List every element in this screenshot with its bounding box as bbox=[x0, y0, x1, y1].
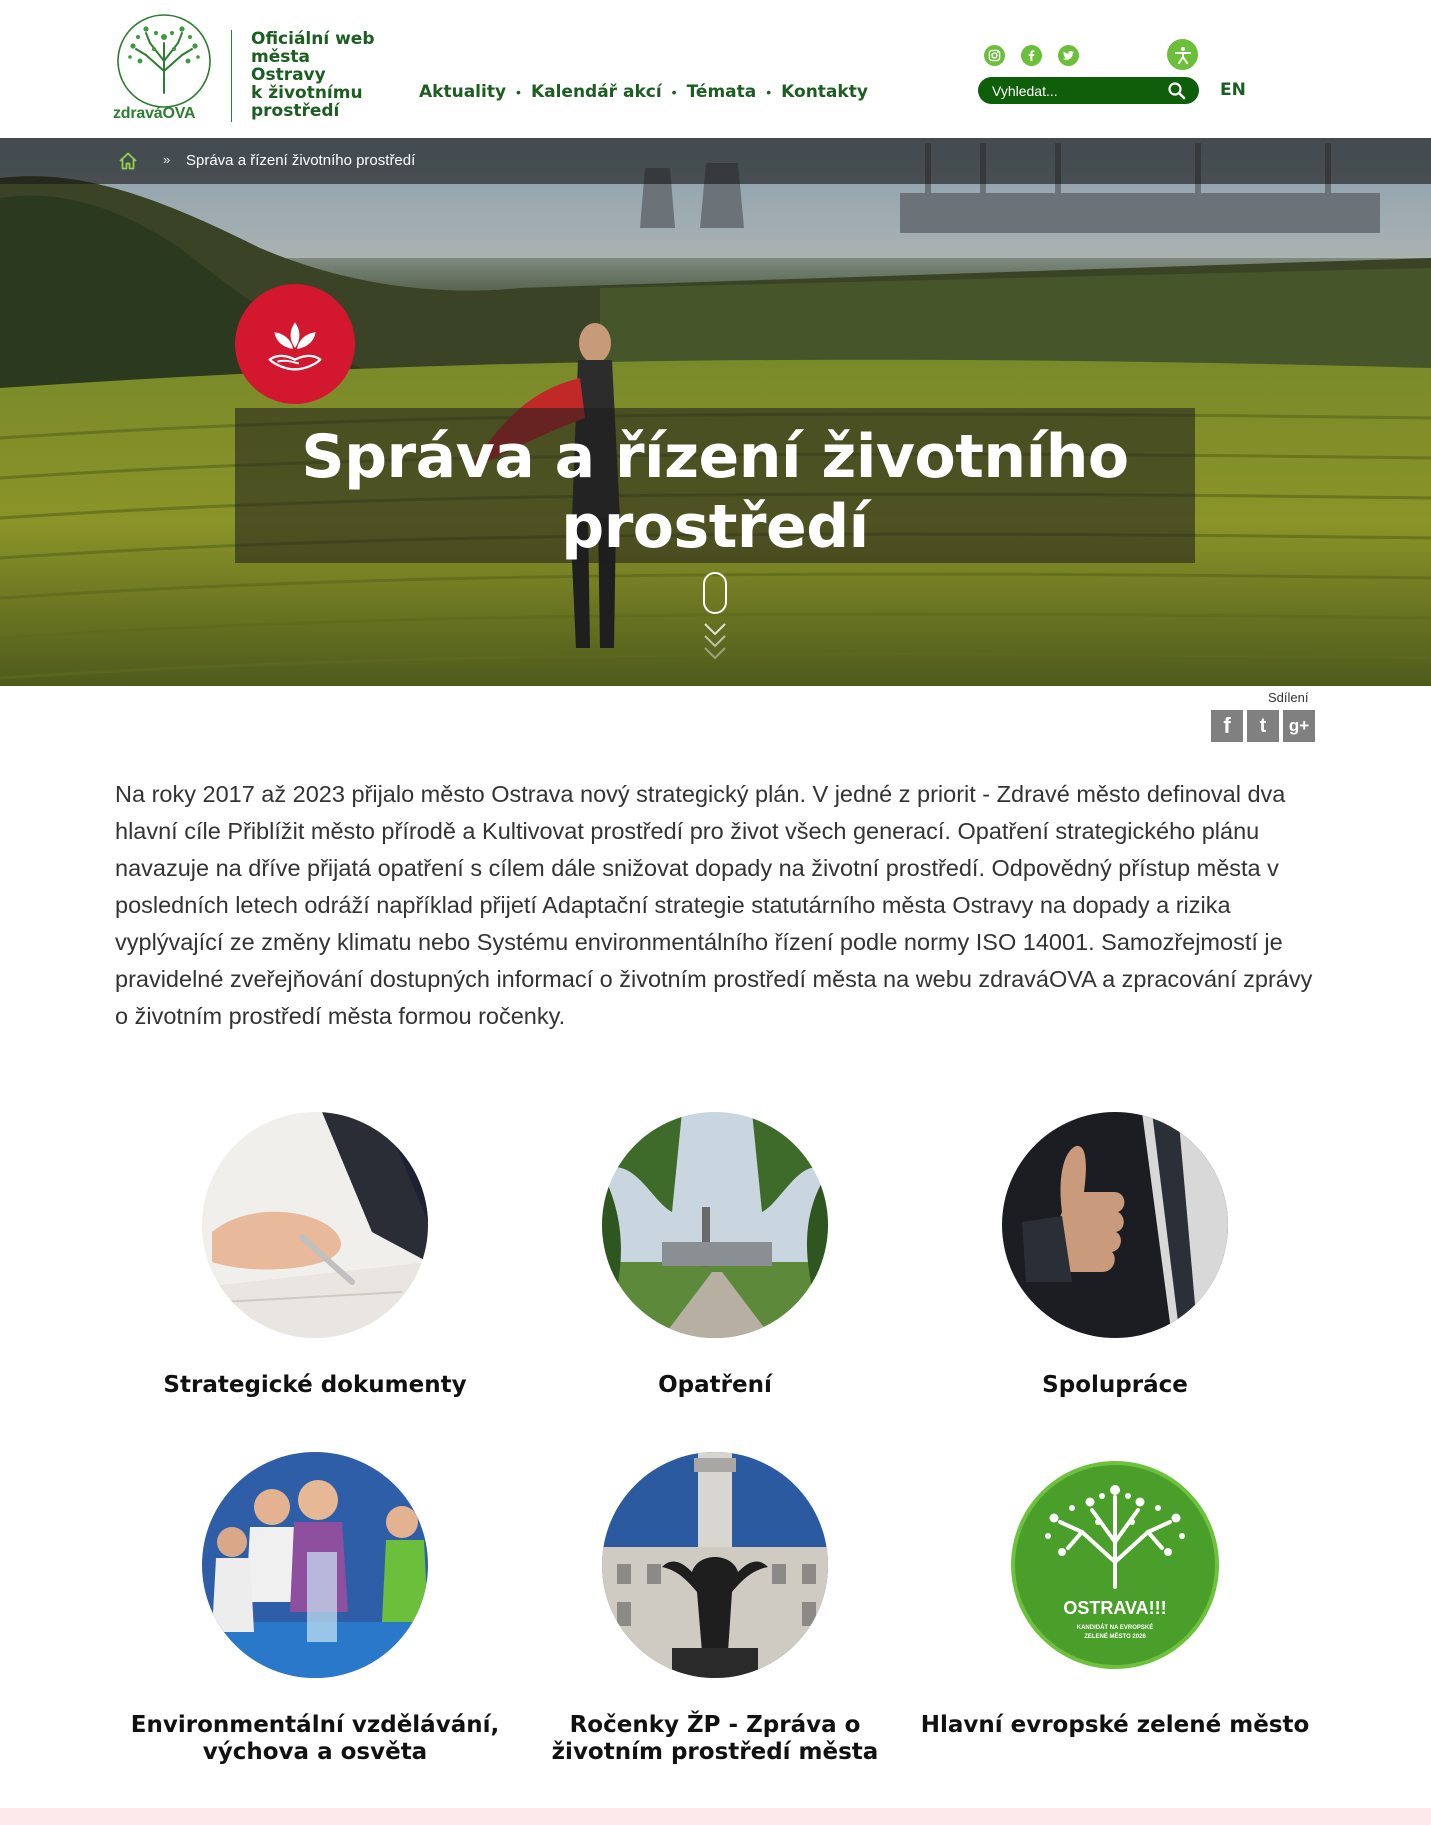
tile-opatreni[interactable] bbox=[515, 1112, 915, 1399]
tile-image-city-through-trees bbox=[602, 1112, 828, 1338]
site-tagline: Oficiální web města Ostravy k životnímu prostředí bbox=[251, 29, 375, 121]
breadcrumb-separator: » bbox=[163, 152, 171, 167]
tile-label: Spolupráce bbox=[1042, 1372, 1188, 1398]
search-input[interactable] bbox=[992, 81, 1162, 100]
nav-separator: • bbox=[766, 84, 772, 100]
page-title: Správa a řízení životního prostředí bbox=[301, 422, 1129, 562]
instagram-icon[interactable] bbox=[984, 45, 1005, 66]
tile-environmentalni-vzdelavani[interactable] bbox=[115, 1452, 515, 1766]
tile-image-thumbs-up bbox=[1002, 1112, 1228, 1338]
tile-image-green-city-badge bbox=[1002, 1452, 1228, 1678]
green-city-badge-sub1: KANDIDÁT NA EVROPSKÉ bbox=[1076, 1625, 1154, 1631]
intro-paragraph: Na roky 2017 až 2023 přijalo město Ostrava nový strategický plán. V jedné z priorit - Zdravé město definoval dva hlavní cíle Přiblížit město přírodě a Kultivovat prostředí pro život všech generací. Opatření strategického plánu navazuje na dříve přijatá opatření s cílem dále snižovat dopady na životní prostředí. Odpovědný přístup města v posledních letech odráží například přijetí Adaptační strategie statutárního města Ostravy na dopady a rizika vyplývající ze změny klimatu nebo Systému environmentálního řízení podle normy ISO 14001. Samozřejmostí je pravidelné zveřejňování dostupných informací o životním prostředí města na webu zdraváOVA a zpracování zprávy o životním prostředí města formou ročenky. bbox=[115, 781, 1313, 1029]
tile-label: Ročenky ŽP - Zpráva o životním prostředí města bbox=[551, 1712, 879, 1765]
tile-rocenky-zp[interactable] bbox=[515, 1452, 915, 1766]
tree-logo-icon bbox=[116, 13, 212, 109]
twitter-icon[interactable] bbox=[1058, 45, 1079, 66]
tile-label: Strategické dokumenty bbox=[163, 1372, 467, 1398]
nav-kalendar-akci[interactable]: Kalendář akcí bbox=[530, 82, 662, 102]
home-icon[interactable] bbox=[117, 150, 139, 172]
share-facebook-button[interactable]: f bbox=[1211, 710, 1243, 742]
search-icon[interactable] bbox=[1167, 81, 1187, 101]
tile-image-town-hall bbox=[602, 1452, 828, 1678]
logo[interactable] bbox=[113, 13, 213, 125]
accessibility-icon[interactable] bbox=[1167, 39, 1198, 70]
hero-title-box bbox=[235, 408, 1195, 563]
logo-text: zdraváOVA bbox=[113, 105, 196, 122]
tile-image-children-experiment bbox=[202, 1452, 428, 1678]
site-header bbox=[0, 0, 1431, 138]
logo-divider bbox=[231, 30, 232, 122]
tile-strategicke-dokumenty[interactable] bbox=[115, 1112, 515, 1399]
tile-spoluprace[interactable] bbox=[915, 1112, 1315, 1399]
language-switch-en[interactable]: EN bbox=[1220, 80, 1246, 100]
share-twitter-button[interactable]: t bbox=[1247, 710, 1279, 742]
chevron-down-icon[interactable] bbox=[701, 616, 729, 662]
hero-banner bbox=[0, 138, 1431, 686]
green-city-badge-sub2: ZELENÉ MĚSTO 2026 bbox=[1084, 1634, 1146, 1640]
plant-in-hand-icon bbox=[235, 284, 355, 404]
tile-label: Opatření bbox=[658, 1372, 772, 1398]
breadcrumb bbox=[0, 138, 1431, 184]
tile-label: Environmentální vzdělávání, výchova a osvěta bbox=[130, 1712, 500, 1765]
nav-kontakty[interactable]: Kontakty bbox=[781, 82, 868, 102]
nav-temata[interactable]: Témata bbox=[686, 82, 757, 102]
green-city-badge-title: OSTRAVA!!! bbox=[1063, 1598, 1167, 1618]
nav-aktuality[interactable]: Aktuality bbox=[419, 82, 507, 102]
search-box bbox=[978, 77, 1199, 104]
share-googleplus-button[interactable]: g+ bbox=[1283, 710, 1315, 742]
footer-strip bbox=[0, 1808, 1431, 1825]
nav-separator: • bbox=[516, 84, 521, 100]
breadcrumb-current: Správa a řízení životního prostředí bbox=[186, 152, 416, 169]
tile-image-signing-document bbox=[202, 1112, 428, 1338]
tile-hlavni-evropske-zelene-mesto[interactable] bbox=[915, 1452, 1315, 1739]
scroll-down-mouse-icon[interactable] bbox=[703, 572, 727, 614]
facebook-icon[interactable] bbox=[1021, 45, 1042, 66]
nav-separator: • bbox=[671, 84, 677, 100]
share-label: Sdílení bbox=[1268, 690, 1309, 705]
main-navigation bbox=[419, 82, 868, 102]
tile-label: Hlavní evropské zelené město bbox=[920, 1712, 1310, 1738]
